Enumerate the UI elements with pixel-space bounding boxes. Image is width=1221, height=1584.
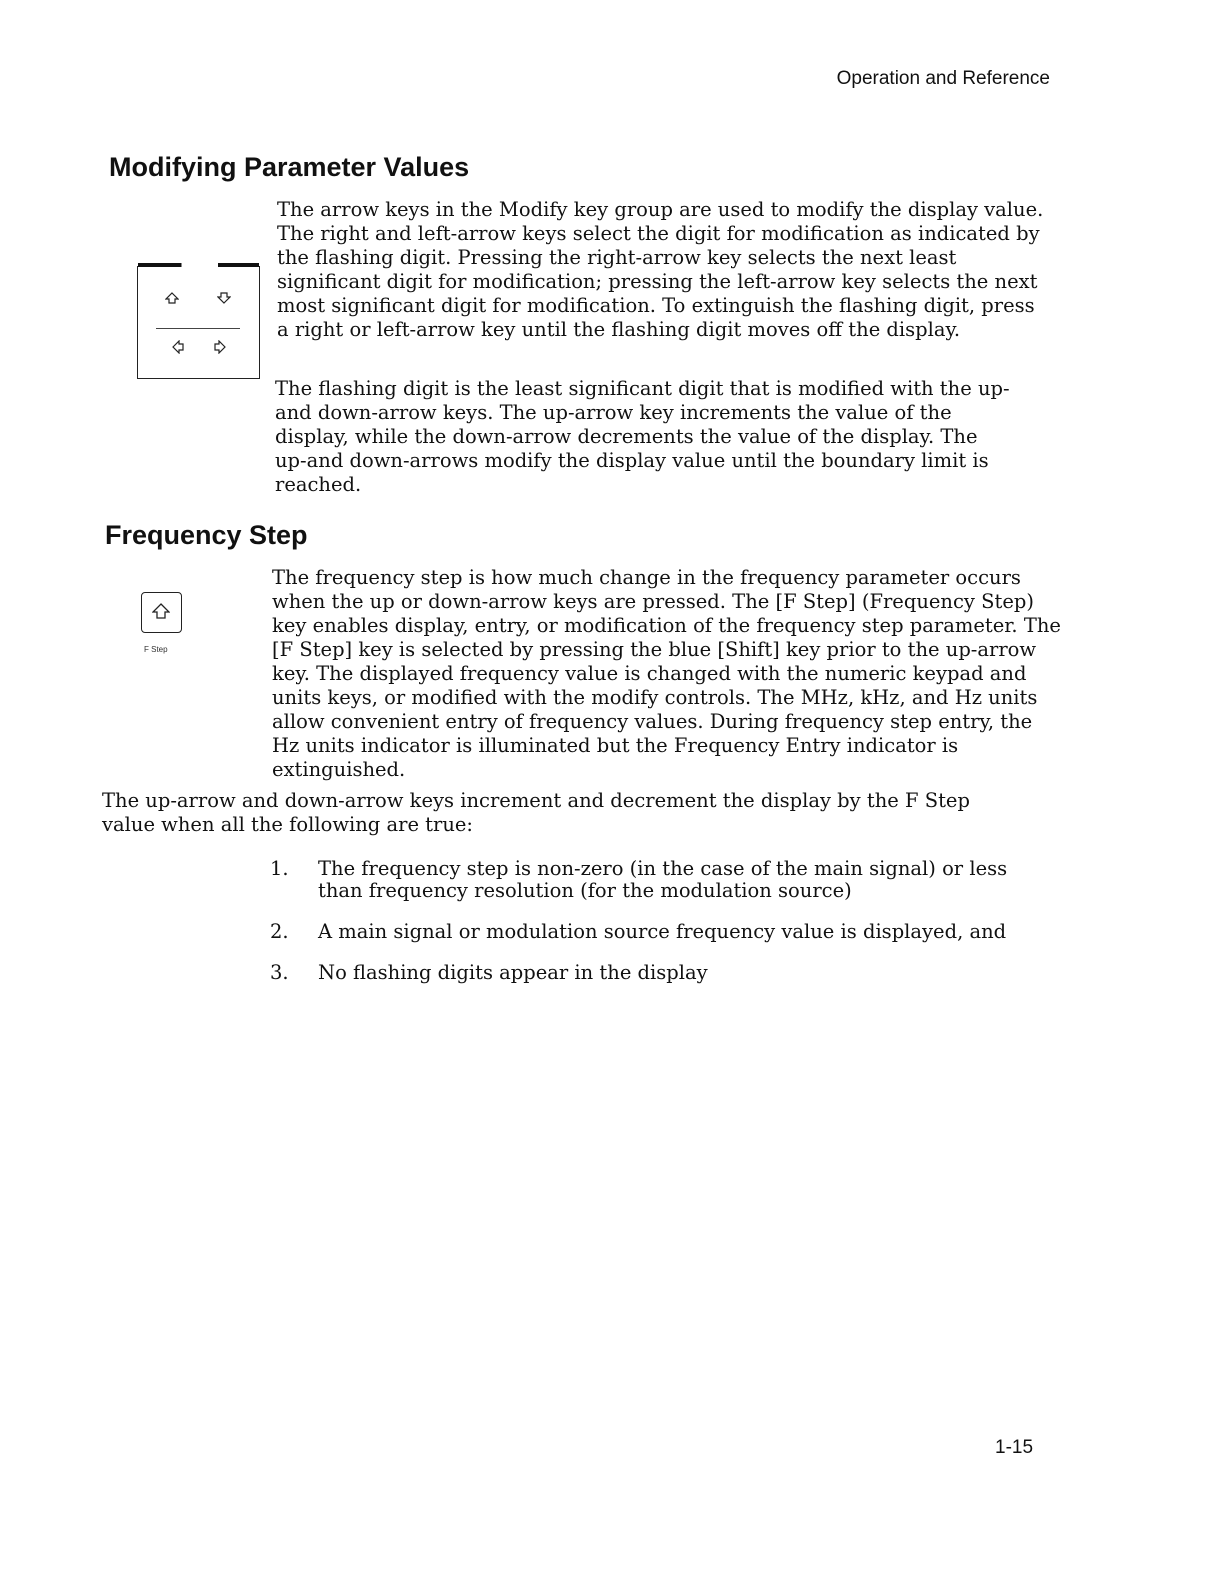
list-item-text: The frequency step is non-zero (in the case of the main signal) or less than frequency resolution (for the modulation source) [318,857,1008,902]
list-item [270,858,1030,902]
list-item-text: A main signal or modulation source frequency value is displayed, and [318,920,1007,943]
list-item-number: 3. [270,961,289,984]
list-item-number: 2. [270,920,289,943]
left-arrow-icon [172,340,184,354]
fstep-paragraph-2: The up-arrow and down-arrow keys increment and decrement the display by the F Step value when all the following are true: [102,789,970,836]
up-arrow-icon [152,603,170,619]
modify-keypad-illustration [137,266,260,379]
up-arrow-icon [165,292,179,304]
list-item [270,921,1030,943]
modify-paragraph-1: The arrow keys in the Modify key group are used to modify the display value. The right and left-arrow keys select the digit for modification as indicated by the flashing digit. Pressing the right-arrow key selects the next least significant digit for modification; pressing the left-arrow key selects the next most significant digit for modification. To extinguish the flashing digit, press a right or left-arrow key until the flashing digit moves off the display. [277,198,1044,341]
right-arrow-icon [214,340,226,354]
keypad-top-bar [138,263,259,267]
section-title-frequency-step: Frequency Step [105,520,308,550]
fstep-key-label: F Step [144,645,168,654]
list-item-number: 1. [270,857,289,880]
conditions-list [270,858,1030,1003]
page-number: 1-15 [995,1437,1034,1458]
list-item [270,962,1030,984]
list-item-text: No flashing digits appear in the display [318,961,708,984]
fstep-paragraph-1: The frequency step is how much change in the frequency parameter occurs when the up or down-arrow keys are pressed. The [F Step] (Frequency Step) key enables display, entry, or modification of the frequency step parameter. The [F Step] key is selected by pressing the blue [Shift] key prior to the up-arrow key. The displayed frequency value is changed with the numeric keypad and units keys, or modified with the modify controls. The MHz, kHz, and Hz units allow convenient entry of frequency values. During frequency step entry, the Hz units indicator is illuminated but the Frequency Entry indicator is extinguished. [272,566,1061,781]
down-arrow-icon [217,292,231,304]
keypad-divider [156,328,240,329]
modify-paragraph-2: The flashing digit is the least significant digit that is modified with the up- and down-arrow keys. The up-arrow key increments the value of the display, while the down-arrow decrements the value of the display. The up-and down-arrows modify the display value until the boundary limit is reached. [275,377,1010,496]
fstep-key-illustration [141,592,182,633]
section-title-modifying-parameter-values: Modifying Parameter Values [109,152,470,182]
running-head: Operation and Reference [836,68,1050,89]
